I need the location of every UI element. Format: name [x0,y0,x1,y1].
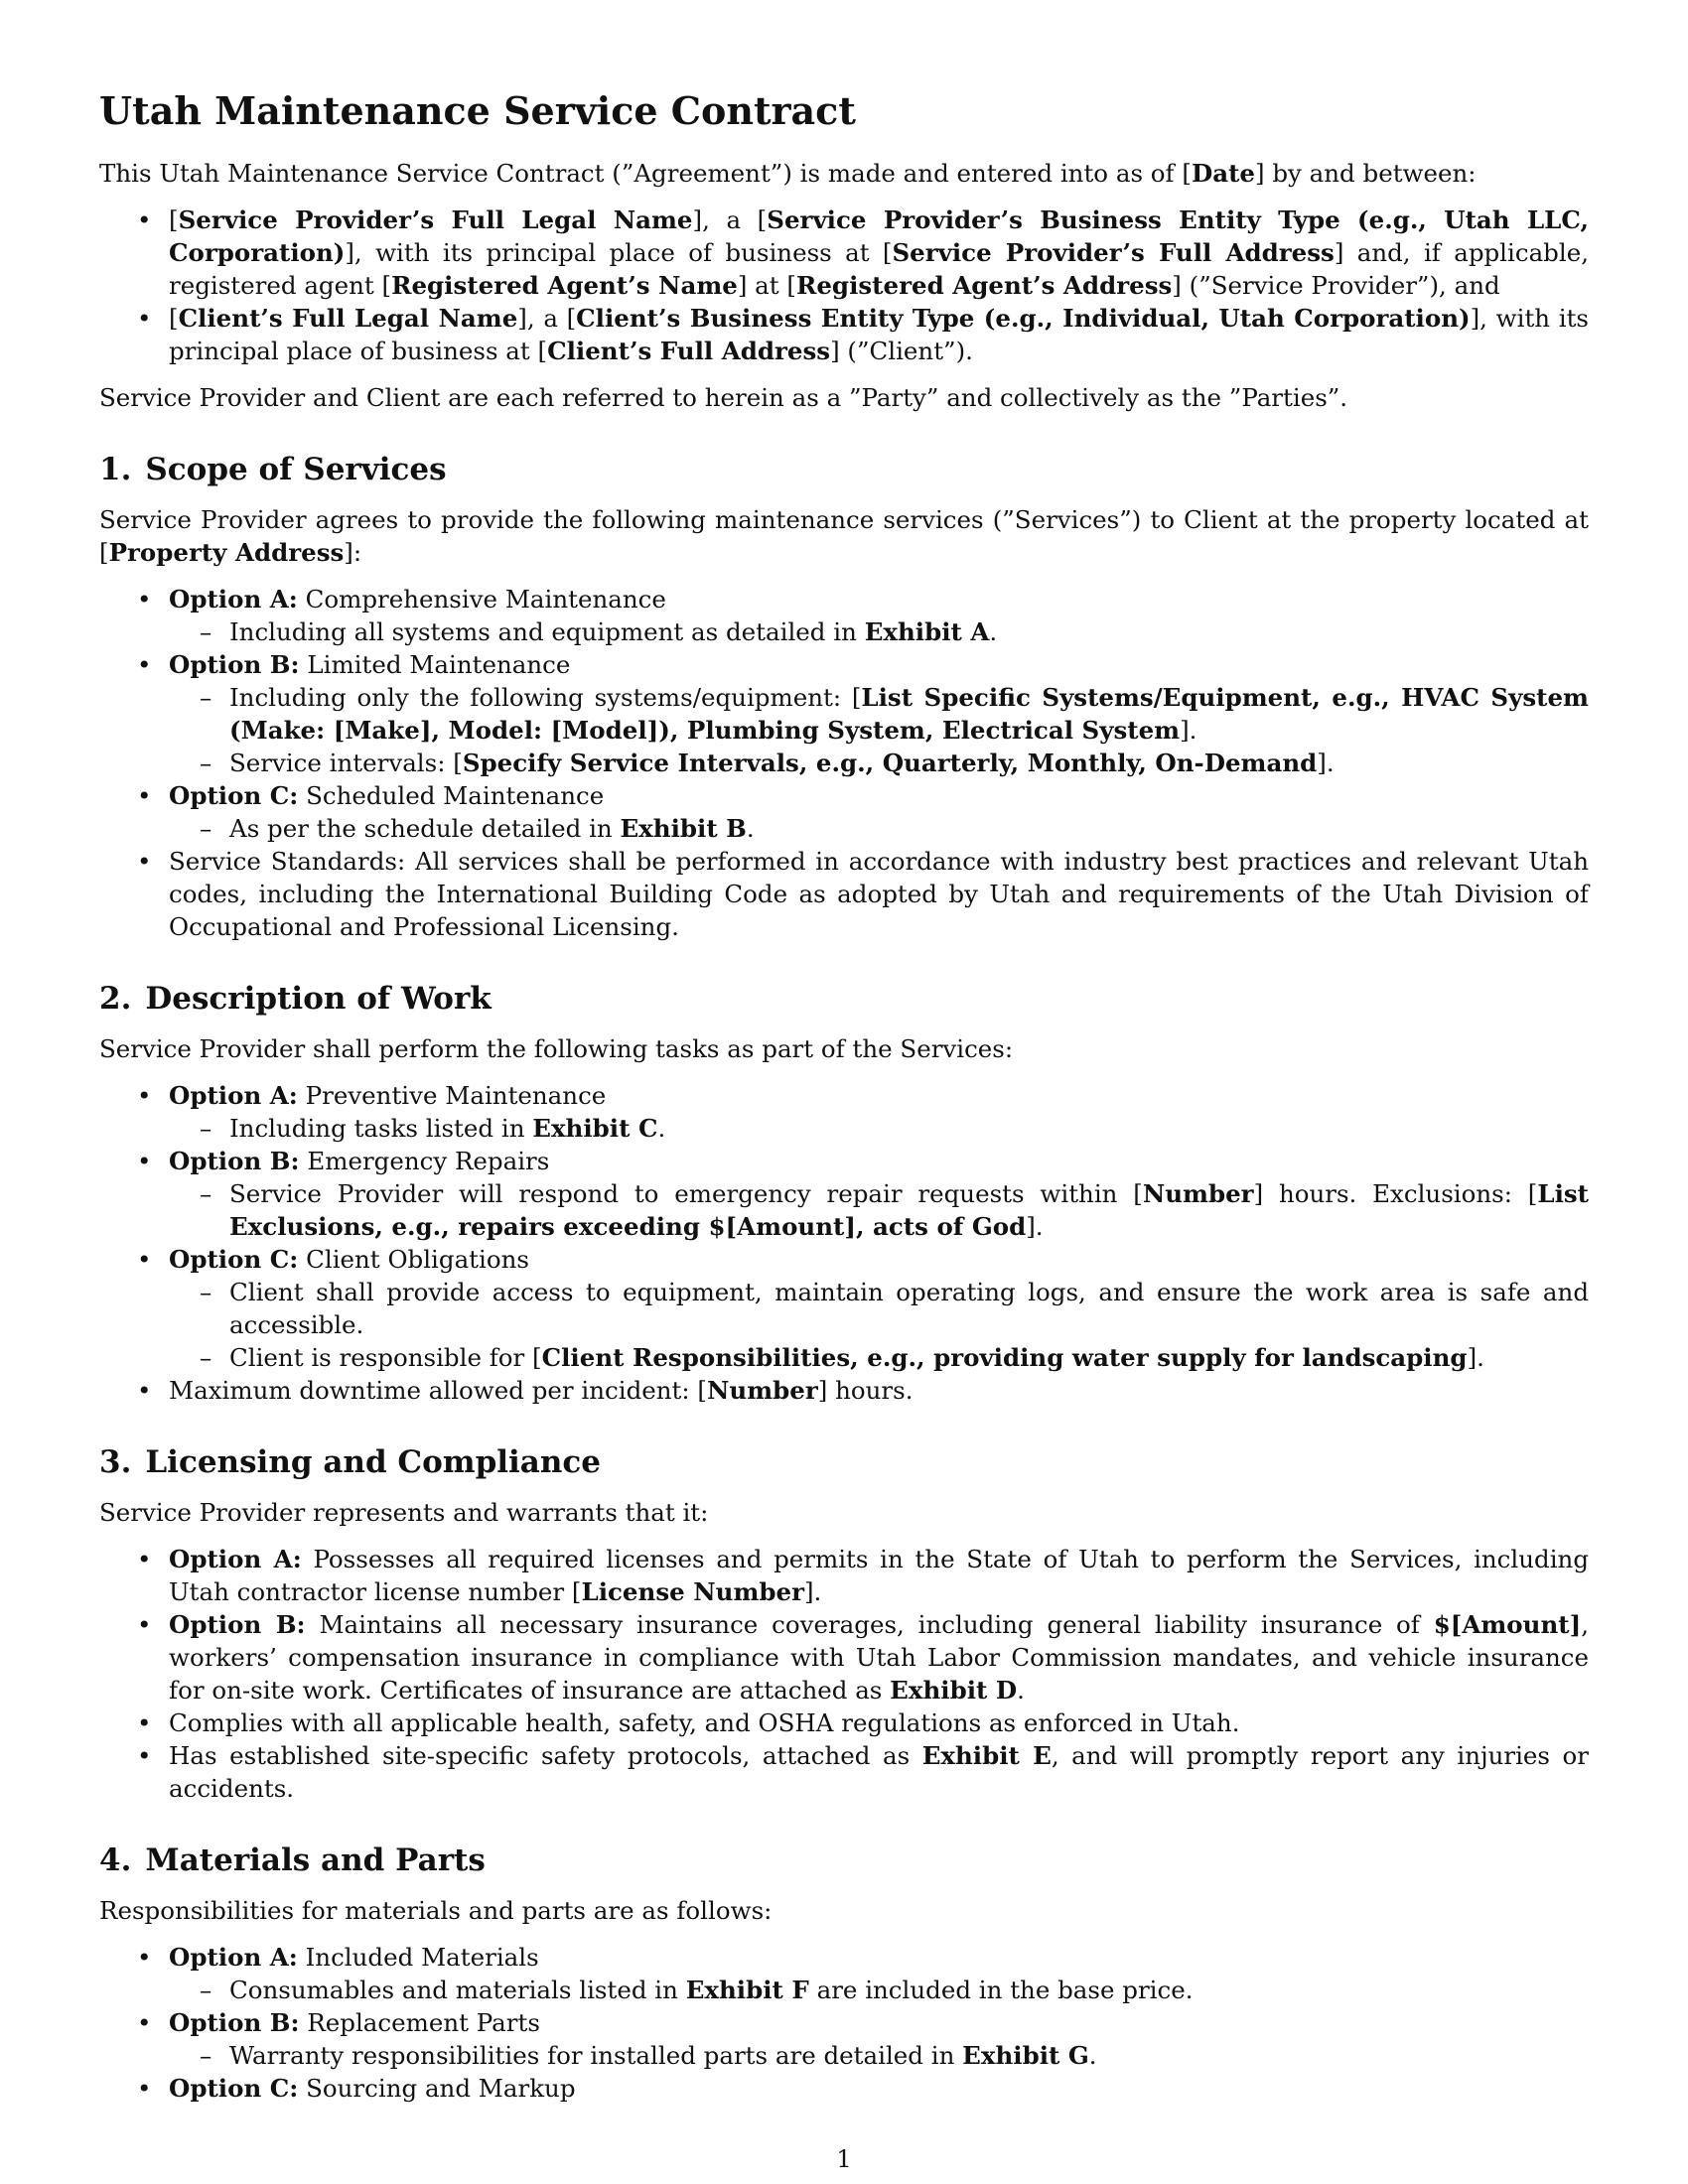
party-service-provider: • [Service Provider’s Full Legal Name], a [Service Provider’s Business Entity Type (e.g., Utah LLC, Corporation)], with its principal place of business at [Service Provider’s Full Address] and, if applicable, registered agent [Registered Agent’s Name] at [Registered Agent’s Address] (”Service Provider”), and [99,204,1589,302]
list-item: • Maximum downtime allowed per incident: [Number] hours. [99,1374,1589,1407]
list-item: • Option A: Comprehensive Maintenance – Including all systems and equipment as detailed in Exhibit A. [99,583,1589,648]
sub-list [169,1112,1589,1145]
list-item: • Option C: Sourcing and Markup [99,2072,1589,2105]
section-3-lead: Service Provider represents and warrants that it: [99,1498,709,1527]
list-item: • Option B: Limited Maintenance – Including only the following systems/equipment: [List Specific Systems/Equipment, e.g., HVAC System (Make: [Make], Model: [Model]), Plumbing System, Electrical System]. – Service intervals: [Specify Service Intervals, e.g., Quarterly, Monthly, On-Demand]. [99,648,1589,779]
section-heading-description-of-work: 2. Description of Work [99,981,492,1017]
section-1-options [99,583,1589,943]
section-4-options [99,1941,1589,2105]
sub-list-item: – Including tasks listed in Exhibit C. [169,1112,1589,1145]
sub-list [169,681,1589,779]
section-heading-materials-and-parts: 4. Materials and Parts [99,1843,486,1878]
section-4-lead: Responsibilities for materials and parts are as follows: [99,1896,773,1925]
sub-list-item: – Consumables and materials listed in Exhibit F are included in the base price. [169,1974,1589,2006]
sub-list [169,1177,1589,1243]
list-item: • Option B: Replacement Parts – Warranty responsibilities for installed parts are detailed in Exhibit G. [99,2006,1589,2072]
section-1-lead: Service Provider agrees to provide the following maintenance services (”Services”) to Client at the property located at [Property Address]: [99,505,1589,567]
sub-list-item: – Client is responsible for [Client Responsibilities, e.g., providing water supply for landscaping]. [169,1341,1589,1374]
sub-list [169,615,1589,648]
list-item: • Option B: Emergency Repairs – Service Provider will respond to emergency repair requests within [Number] hours. Exclusions: [List Exclusions, e.g., repairs exceeding $[Amount], acts of God]. [99,1145,1589,1243]
sub-list-item: – Service intervals: [Specify Service Intervals, e.g., Quarterly, Monthly, On-Demand]. [169,747,1589,779]
parties-list [99,204,1589,367]
sub-list-item: – Including all systems and equipment as detailed in Exhibit A. [169,615,1589,648]
page-number: 1 [836,2145,852,2173]
list-item: • Has established site-specific safety protocols, attached as Exhibit E, and will promptly report any injuries or accidents. [99,1739,1589,1805]
sub-list [169,1974,1589,2006]
sub-list [169,2039,1589,2072]
list-item: • Option A: Included Materials – Consumables and materials listed in Exhibit F are included in the base price. [99,1941,1589,2006]
list-item: • Complies with all applicable health, safety, and OSHA regulations as enforced in Utah. [99,1706,1589,1739]
section-3-options [99,1543,1589,1805]
list-item: • Option C: Client Obligations – Client shall provide access to equipment, maintain operating logs, and ensure the work area is safe and accessible. – Client is responsible for [Client Responsibilities, e.g., providing water supply for landscaping]. [99,1243,1589,1374]
page-title: Utah Maintenance Service Contract [99,88,856,133]
parties-definition: Service Provider and Client are each referred to herein as a ”Party” and collectively as the ”Parties”. [99,383,1348,412]
party-client: • [Client’s Full Legal Name], a [Client’s Business Entity Type (e.g., Individual, Utah Corporation)], with its principal place of business at [Client’s Full Address] (”Client”). [99,302,1589,367]
section-heading-scope-of-services: 1. Scope of Services [99,452,447,487]
list-item: • Option C: Scheduled Maintenance – As per the schedule detailed in Exhibit B. [99,779,1589,845]
document-body [99,77,1589,2118]
sub-list-item: – As per the schedule detailed in Exhibit B. [169,812,1589,845]
sub-list [169,1276,1589,1374]
list-item: • Service Standards: All services shall be performed in accordance with industry best practices and relevant Utah codes, including the International Building Code as adopted by Utah and requirements of the Utah Division of Occupational and Professional Licensing. [99,845,1589,943]
sub-list [169,812,1589,845]
list-item: • Option A: Preventive Maintenance – Including tasks listed in Exhibit C. [99,1079,1589,1145]
section-2-lead: Service Provider shall perform the following tasks as part of the Services: [99,1034,1014,1063]
sub-list-item: – Service Provider will respond to emergency repair requests within [Number] hours. Exclusions: [List Exclusions, e.g., repairs exceeding $[Amount], acts of God]. [169,1177,1589,1243]
section-heading-licensing-and-compliance: 3. Licensing and Compliance [99,1444,602,1480]
sub-list-item: – Client shall provide access to equipment, maintain operating logs, and ensure the work area is safe and accessible. [169,1276,1589,1341]
section-2-options [99,1079,1589,1407]
list-item: • Option B: Maintains all necessary insurance coverages, including general liability insurance of $[Amount], workers’ compensation insurance in compliance with Utah Labor Commission mandates, and vehicle insurance for on-site work. Certificates of insurance are attached as Exhibit D. [99,1608,1589,1706]
sub-list-item: – Including only the following systems/equipment: [List Specific Systems/Equipment, e.g., HVAC System (Make: [Make], Model: [Model]), Plumbing System, Electrical System]. [169,681,1589,747]
list-item: • Option A: Possesses all required licenses and permits in the State of Utah to perform the Services, including Utah contractor license number [License Number]. [99,1543,1589,1608]
sub-list-item: – Warranty responsibilities for installed parts are detailed in Exhibit G. [169,2039,1589,2072]
intro-paragraph: This Utah Maintenance Service Contract (”Agreement”) is made and entered into as of [Date] by and between: [99,159,1477,188]
